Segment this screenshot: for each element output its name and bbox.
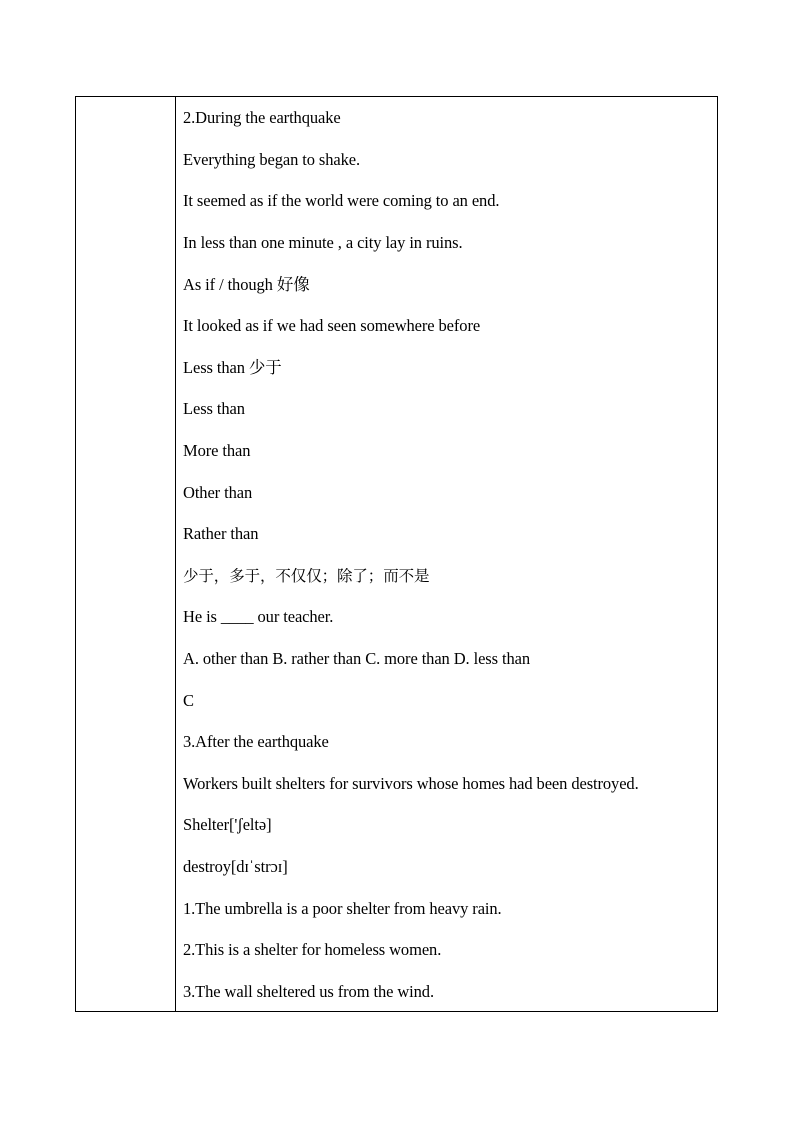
phonetic-destroy: destroy[dɪˈstrɔɪ] bbox=[183, 857, 288, 876]
example-sentence: 2.This is a shelter for homeless women. bbox=[183, 940, 442, 959]
example-sentence: 3.The wall sheltered us from the wind. bbox=[183, 982, 434, 1001]
text-line: It looked as if we had seen somewhere before bbox=[183, 316, 481, 335]
text-line: It seemed as if the world were coming to an end. bbox=[183, 191, 500, 210]
text-line: As if / though 好像 bbox=[183, 275, 310, 294]
heading-after-earthquake: 3.After the earthquake bbox=[183, 732, 329, 751]
text-line: Less than bbox=[183, 399, 245, 418]
exercise-question: He is ____ our teacher. bbox=[183, 607, 334, 626]
text-line: Everything began to shake. bbox=[183, 150, 361, 169]
text-line: More than bbox=[183, 441, 251, 460]
text-line: Workers built shelters for survivors whose homes had been destroyed. bbox=[183, 774, 639, 793]
text-line: In less than one minute , a city lay in ruins. bbox=[183, 233, 463, 252]
example-sentence: 1.The umbrella is a poor shelter from heavy rain. bbox=[183, 899, 502, 918]
chinese-meanings-line: 少于，多于，不仅仅；除了；而不是 bbox=[183, 567, 430, 585]
text-line: Less than 少于 bbox=[183, 358, 282, 377]
text-line: Rather than bbox=[183, 524, 259, 543]
document-table bbox=[75, 96, 718, 1012]
exercise-options: A. other than B. rather than C. more than D. less than bbox=[183, 649, 530, 668]
phonetic-shelter: Shelter['ʃeltə] bbox=[183, 815, 272, 834]
text-line: Other than bbox=[183, 483, 253, 502]
content-cell bbox=[176, 97, 717, 1011]
empty-label-cell bbox=[76, 97, 176, 1011]
heading-during-earthquake: 2.During the earthquake bbox=[183, 108, 341, 127]
exercise-answer: C bbox=[183, 691, 194, 710]
